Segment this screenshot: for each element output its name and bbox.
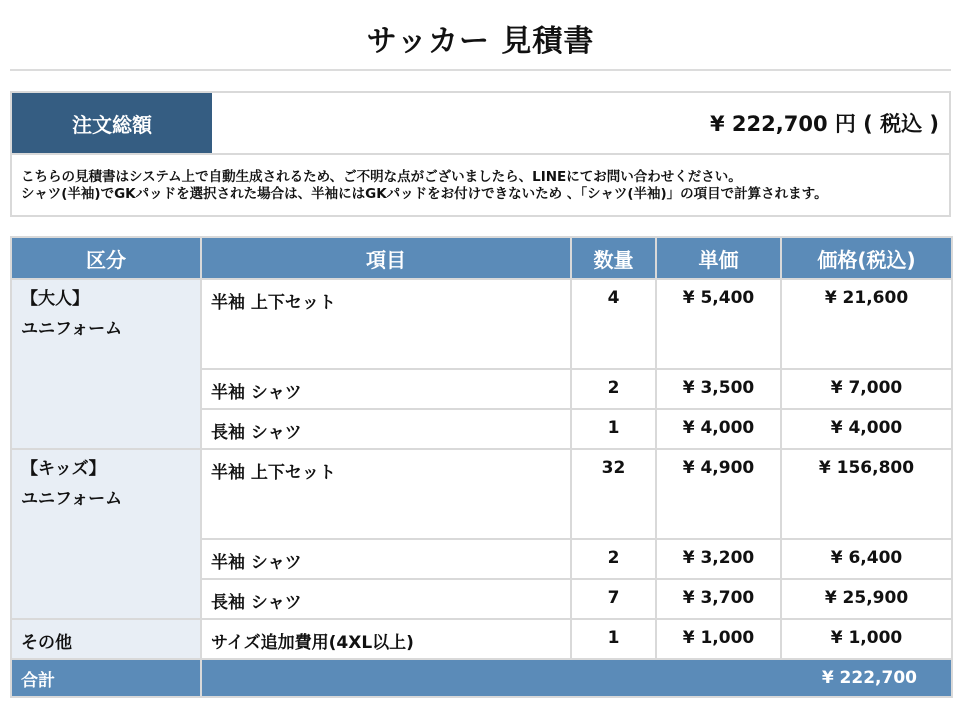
title-divider: [10, 69, 951, 71]
total-value: ¥ 222,700: [201, 659, 952, 697]
order-total-box: [10, 91, 951, 217]
price-cell: ¥ 7,000: [781, 369, 952, 409]
unit-price-cell: ¥ 5,400: [656, 279, 781, 369]
item-cell: 半袖 上下セット: [201, 449, 571, 539]
header-category: 区分: [11, 237, 201, 279]
quantity-cell: 4: [571, 279, 656, 369]
category-label: 【キッズ】: [21, 459, 106, 479]
price-cell: ¥ 4,000: [781, 409, 952, 449]
item-cell: 半袖 上下セット: [201, 279, 571, 369]
price-cell: ¥ 25,900: [781, 579, 952, 619]
quantity-cell: 2: [571, 369, 656, 409]
item-cell: サイズ追加費用(4XL以上): [201, 619, 571, 659]
item-cell: 半袖 シャツ: [201, 539, 571, 579]
category-kids: [11, 449, 201, 619]
estimate-notes: [12, 155, 949, 203]
order-total-value: ¥ 222,700 円 ( 税込 ): [709, 112, 939, 136]
order-total-header: [12, 93, 949, 155]
item-cell: 長袖 シャツ: [201, 409, 571, 449]
quantity-cell: 2: [571, 539, 656, 579]
unit-price-cell: ¥ 3,500: [656, 369, 781, 409]
header-quantity: 数量: [571, 237, 656, 279]
order-total-label: 注文総額: [12, 93, 212, 153]
table-row: [11, 449, 952, 539]
item-cell: 長袖 シャツ: [201, 579, 571, 619]
note-line: シャツ(半袖)でGKパッドを選択された場合は、半袖にはGKパッドをお付けできないため 、「シャツ(半袖)」の項目で計算されます。: [21, 186, 828, 202]
header-unit-price: 単価: [656, 237, 781, 279]
total-row: [11, 659, 952, 697]
price-cell: ¥ 6,400: [781, 539, 952, 579]
unit-price-cell: ¥ 1,000: [656, 619, 781, 659]
page-title: サッカー 見積書: [366, 24, 595, 59]
price-cell: ¥ 21,600: [781, 279, 952, 369]
category-label: ユニフォーム: [21, 489, 123, 509]
estimate-table: [10, 236, 953, 698]
quantity-cell: 32: [571, 449, 656, 539]
category-adult: [11, 279, 201, 449]
header-price-incl-tax: 価格(税込): [781, 237, 952, 279]
table-row: [11, 279, 952, 369]
header-item: 項目: [201, 237, 571, 279]
note-line: こちらの見積書はシステム上で自動生成されるため、ご不明な点がございましたら、LINEにてお問い合わせください。: [21, 169, 742, 185]
unit-price-cell: ¥ 4,000: [656, 409, 781, 449]
unit-price-cell: ¥ 3,200: [656, 539, 781, 579]
item-cell: 半袖 シャツ: [201, 369, 571, 409]
quantity-cell: 1: [571, 409, 656, 449]
category-other: その他: [11, 619, 201, 659]
table-header-row: [11, 237, 952, 279]
table-row: [11, 619, 952, 659]
price-cell: ¥ 156,800: [781, 449, 952, 539]
quantity-cell: 7: [571, 579, 656, 619]
unit-price-cell: ¥ 4,900: [656, 449, 781, 539]
quantity-cell: 1: [571, 619, 656, 659]
total-label: 合計: [11, 659, 201, 697]
category-label: 【大人】: [21, 289, 89, 309]
unit-price-cell: ¥ 3,700: [656, 579, 781, 619]
category-label: ユニフォーム: [21, 319, 123, 339]
price-cell: ¥ 1,000: [781, 619, 952, 659]
